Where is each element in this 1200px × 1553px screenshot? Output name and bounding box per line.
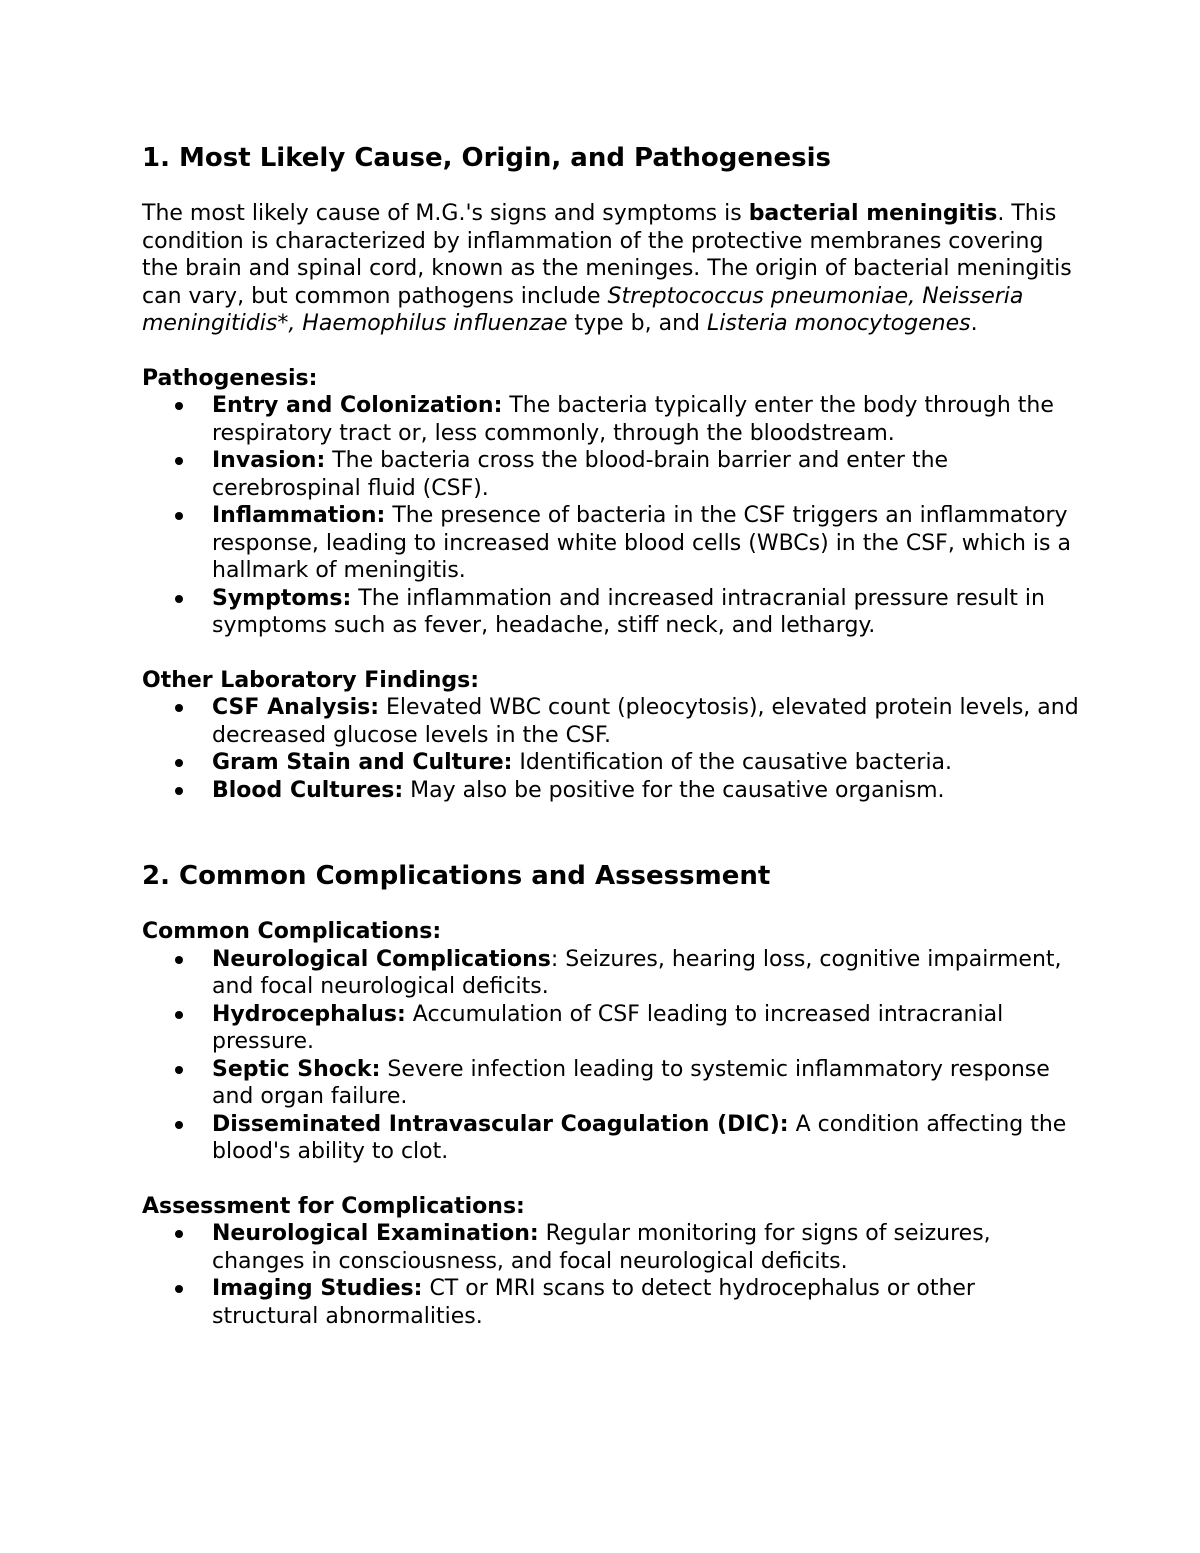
item-label: Septic Shock:: [212, 1056, 381, 1082]
item-label: Entry and Colonization:: [212, 393, 503, 418]
pathogenesis-list: [142, 392, 1080, 640]
intro-text-4: .: [970, 311, 978, 336]
list-item: [142, 1111, 1080, 1166]
bullet-icon: [175, 956, 183, 964]
item-text: : Seizures, hearing loss, cognitive impairment, and focal neurological deficits.: [212, 946, 1062, 999]
intro-text-1: The most likely cause of M.G.'s signs and symptoms is: [142, 201, 749, 226]
list-item: [142, 749, 1080, 777]
item-label: CSF Analysis:: [212, 695, 380, 720]
bullet-icon: [175, 1066, 183, 1074]
item-label: Symptoms:: [212, 585, 352, 611]
item-label: Imaging Studies:: [212, 1276, 423, 1301]
intro-italic-listeria: Listeria monocytogenes: [707, 311, 971, 336]
bullet-icon: [175, 402, 183, 410]
bullet-icon: [175, 1011, 183, 1019]
item-label: Hydrocephalus:: [212, 1001, 406, 1027]
item-text: The bacteria cross the blood-brain barrier and enter the cerebrospinal fluid (CSF).: [212, 448, 949, 501]
item-label: Blood Cultures:: [212, 777, 404, 803]
bullet-icon: [175, 704, 183, 712]
list-item: [142, 694, 1080, 749]
list-item: [142, 447, 1080, 502]
item-label: Neurological Complications: [212, 946, 551, 972]
intro-text-3: type b, and: [567, 311, 708, 336]
item-label: Disseminated Intravascular Coagulation (DIC):: [212, 1111, 789, 1137]
section-2-heading: 2. Common Complications and Assessment: [142, 861, 771, 891]
list-item: [142, 502, 1080, 585]
list-item: [142, 585, 1080, 640]
bullet-icon: [175, 759, 183, 767]
item-text: Regular monitoring for signs of seizures, changes in consciousness, and focal neurological deficits.: [212, 1221, 991, 1274]
assessment-title: Assessment for Complications:: [142, 1193, 525, 1219]
lab-findings-list: [142, 694, 1080, 804]
section-1-heading: 1. Most Likely Cause, Origin, and Pathogenesis: [142, 143, 831, 173]
intro-bold-diagnosis: bacterial meningitis: [748, 201, 998, 226]
list-item: [142, 1001, 1080, 1056]
section-1-intro: [142, 200, 1080, 338]
item-text: CT or MRI scans to detect hydrocephalus or other structural abnormalities.: [212, 1276, 975, 1329]
bullet-icon: [175, 1285, 183, 1293]
item-text: Severe infection leading to systemic inflammatory response and organ failure.: [212, 1056, 1050, 1109]
item-label: Invasion:: [212, 448, 326, 473]
list-item: [142, 1220, 1080, 1275]
item-text: May also be positive for the causative organism.: [403, 777, 945, 803]
item-text: The bacteria typically enter the body through the respiratory tract or, less commonly, through the bloodstream.: [212, 393, 1054, 446]
list-item: [142, 1275, 1080, 1330]
item-text: A condition affecting the blood's ability to clot.: [212, 1111, 1067, 1164]
list-item: [142, 392, 1080, 447]
intro-text-2: . This condition is characterized by inflammation of the protective membranes covering the brain and spinal cord, known as the meninges. The origin of bacterial meningitis can vary, but common pathogens include: [142, 201, 1072, 309]
bullet-icon: [175, 1230, 183, 1238]
item-text: The presence of bacteria in the CSF triggers an inflammatory response, leading to increased white blood cells (WBCs) in the CSF, which is a hallmark of meningitis.: [212, 503, 1071, 583]
item-label: Inflammation:: [212, 503, 386, 528]
item-label: Gram Stain and Culture:: [212, 750, 513, 775]
item-text: The inflammation and increased intracranial pressure result in symptoms such as fever, headache, stiff neck, and lethargy.: [212, 585, 1045, 638]
complications-list: [142, 946, 1080, 1166]
complications-title: Common Complications:: [142, 919, 442, 944]
bullet-icon: [175, 787, 183, 795]
list-item: [142, 946, 1080, 1001]
item-text: Identification of the causative bacteria.: [512, 750, 953, 775]
bullet-icon: [175, 1121, 183, 1129]
lab-findings-title: Other Laboratory Findings:: [142, 667, 480, 693]
bullet-icon: [175, 457, 183, 465]
item-text: Accumulation of CSF leading to increased intracranial pressure.: [212, 1001, 1004, 1054]
list-item: [142, 777, 1080, 805]
assessment-list: [142, 1220, 1080, 1330]
pathogenesis-title: Pathogenesis:: [142, 365, 318, 391]
bullet-icon: [175, 512, 183, 520]
bullet-icon: [175, 595, 183, 603]
list-item: [142, 1056, 1080, 1111]
intro-italic-pathogens: Streptococcus pneumoniae, Neisseria meningitidis*, Haemophilus influenzae: [142, 283, 1024, 336]
item-text: Elevated WBC count (pleocytosis), elevated protein levels, and decreased glucose levels in the CSF.: [212, 695, 1079, 748]
item-label: Neurological Examination:: [212, 1221, 539, 1246]
